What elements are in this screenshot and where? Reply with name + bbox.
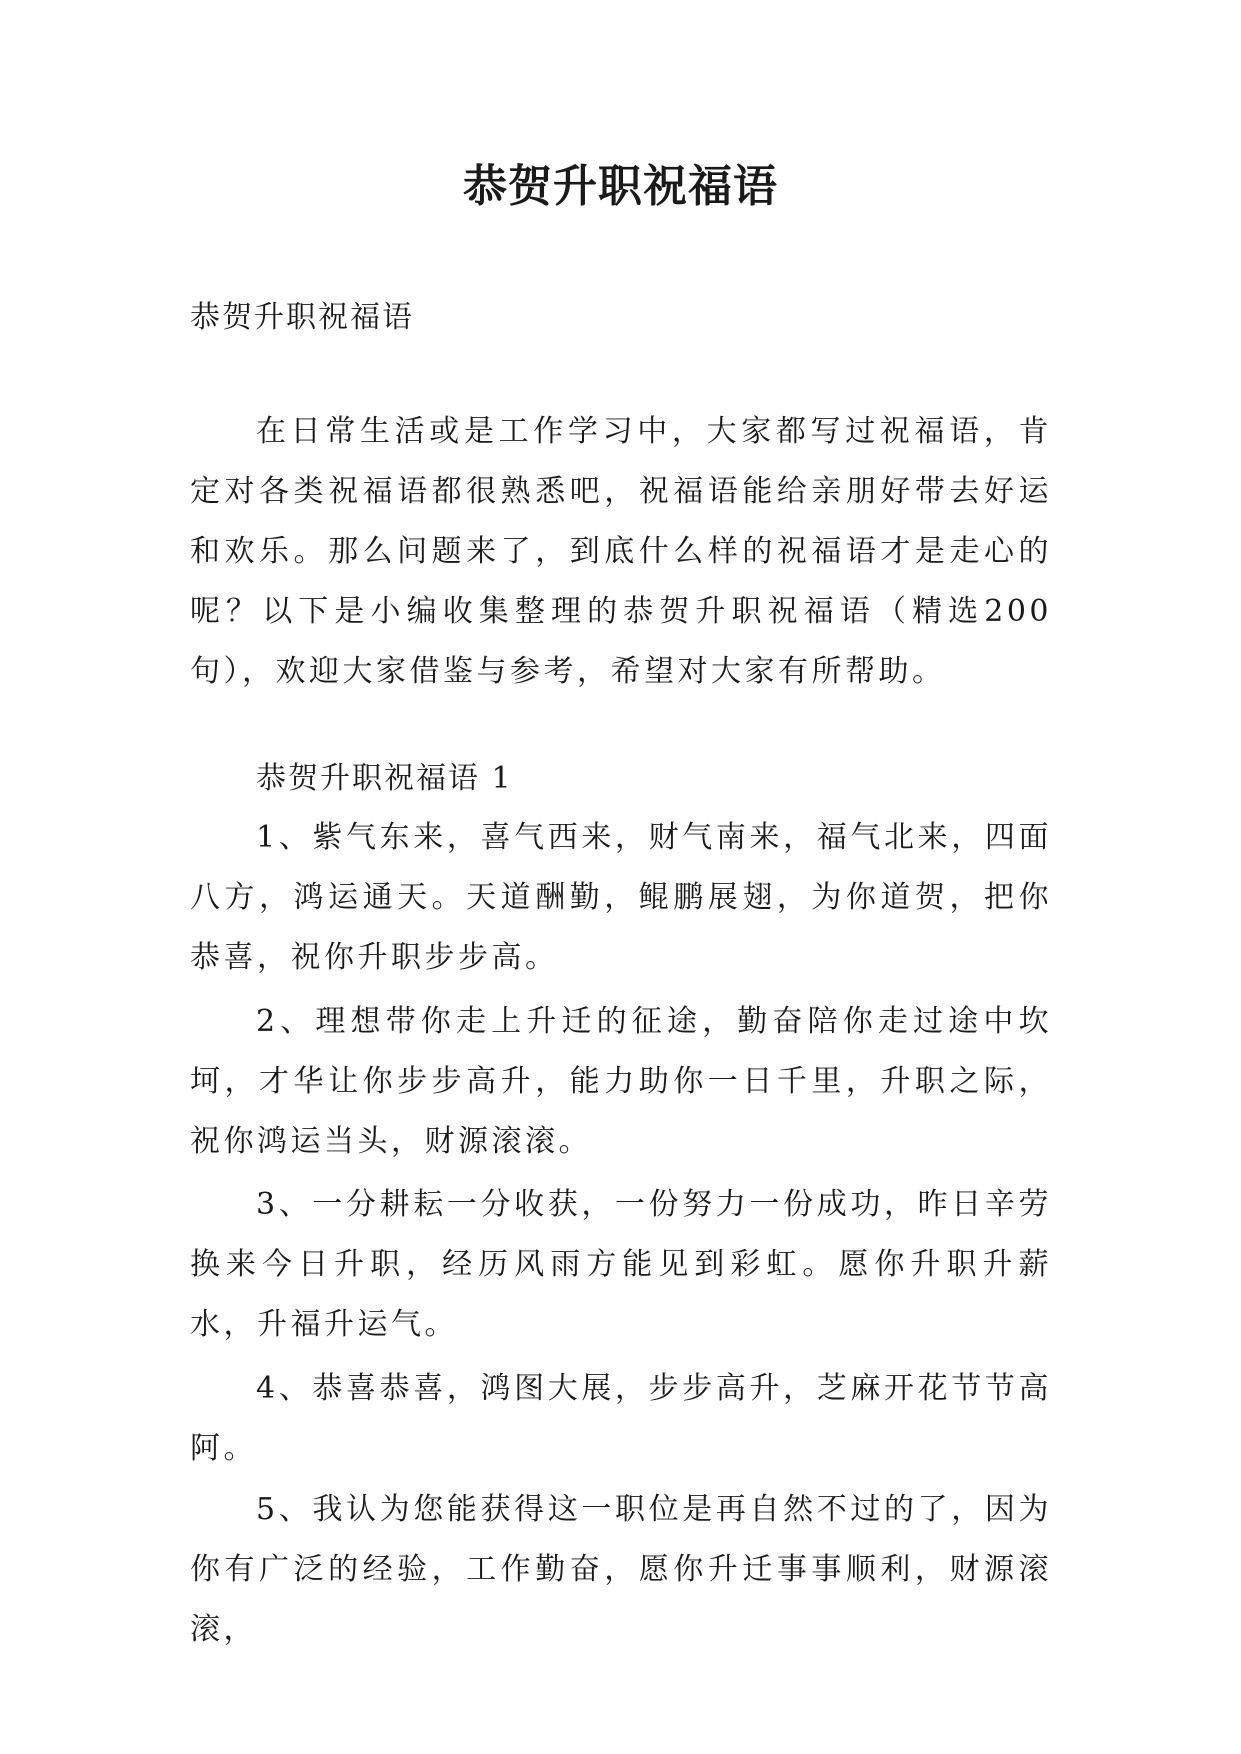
intro-paragraph: 在日常生活或是工作学习中，大家都写过祝福语，肯定对各类祝福语都很熟悉吧，祝福语能给亲朋好带去好运和欢乐。那么问题来了，到底什么样的祝福语才是走心的呢？以下是小编收集整理的恭贺升职祝福语（精选200句），欢迎大家借鉴与参考，希望对大家有所帮助。 — [190, 414, 1052, 689]
document-subtitle: 恭贺升职祝福语 — [190, 300, 414, 335]
section-heading: 恭贺升职祝福语 1 — [256, 761, 513, 796]
blessing-item-5: 5、我认为您能获得这一职位是再自然不过的了，因为你有广泛的经验，工作勤奋，愿你升迁事事顺利，财源滚滚， — [190, 1492, 1052, 1647]
blessing-item-4: 4、恭喜恭喜，鸿图大展，步步高升，芝麻开花节节高阿。 — [190, 1371, 1052, 1466]
document-title: 恭贺升职祝福语 — [463, 161, 778, 212]
blessing-item-1: 1、紫气东来，喜气西来，财气南来，福气北来，四面八方，鸿运通天。天道酬勤，鲲鹏展翅，为你道贺，把你恭喜，祝你升职步步高。 — [190, 820, 1052, 975]
blessing-item-2: 2、理想带你走上升迁的征途，勤奋陪你走过途中坎坷，才华让你步步高升，能力助你一日千里，升职之际，祝你鸿运当头，财源滚滚。 — [190, 1004, 1052, 1159]
blessing-item-3: 3、一分耕耘一分收获，一份努力一份成功，昨日辛劳换来今日升职，经历风雨方能见到彩虹。愿你升职升薪水，升福升运气。 — [190, 1187, 1052, 1342]
